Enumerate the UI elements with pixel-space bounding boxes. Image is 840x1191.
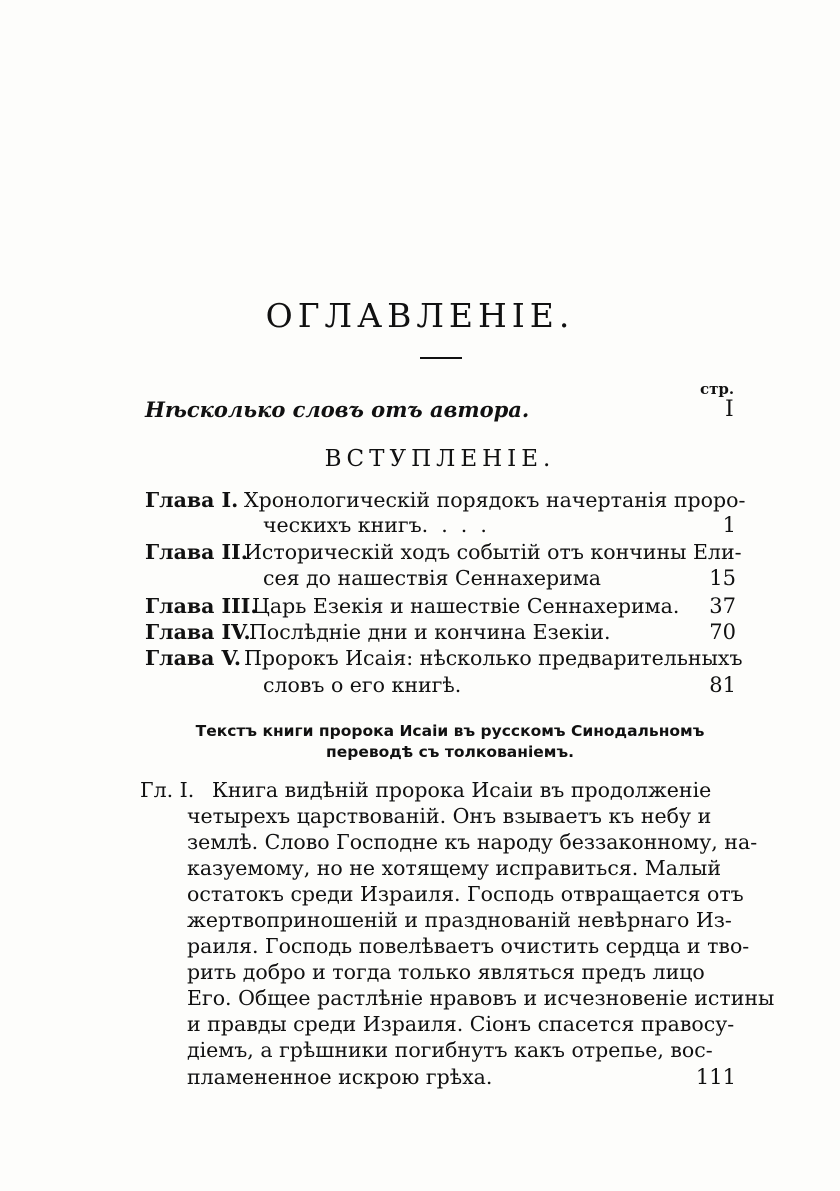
text-chapter-page: 111 <box>695 1065 736 1089</box>
intro-entry-page: I <box>725 397 734 422</box>
chapter-label: Глава III. <box>145 594 258 618</box>
section-title: ВСТУПЛЕНІЕ. <box>324 446 556 472</box>
chapter-label: Глава II. <box>145 540 248 564</box>
text-chapter-line: казуемому, но не хотящему исправиться. Малый <box>187 856 721 880</box>
text-chapter-line: раиля. Господь повелѣваетъ очистить сердца и тво- <box>187 934 750 958</box>
text-chapter-line: пламененное искрою грѣха. <box>187 1065 493 1089</box>
text-chapter-line: жертвоприношеній и празднованій невѣрнаго Из- <box>187 908 732 932</box>
text-chapter-line: и правды среди Израиля. Сіонъ спасется правосу- <box>187 1012 735 1036</box>
chapter-page: 70 <box>709 620 736 644</box>
text-chapter-line: землѣ. Слово Господне къ народу беззаконному, на- <box>187 830 758 854</box>
chapter-line: Хронологическій порядокъ начертанія проро- <box>244 488 746 512</box>
chapter-line: Историческій ходъ событій отъ кончины Ели- <box>244 540 742 564</box>
chapter-line: сея до нашествія Сеннахерима <box>263 566 601 590</box>
text-section-heading: переводѣ съ толкованіемъ. <box>326 743 574 761</box>
title-rule <box>420 357 462 359</box>
text-section-heading: Текстъ книги пророка Исаіи въ русскомъ Синодальномъ <box>195 722 705 740</box>
text-chapter-label: Гл. I. <box>140 778 195 802</box>
text-chapter-line: рить добро и тогда только являться предъ лицо <box>187 960 705 984</box>
chapter-page: 1 <box>722 513 736 537</box>
text-chapter-line: четырехъ царствованій. Онъ взываетъ къ небу и <box>187 804 712 828</box>
chapter-label: Глава I. <box>145 488 239 512</box>
text-chapter-line: Книга видѣній пророка Исаіи въ продолженіе <box>212 778 712 802</box>
text-chapter-line: діемъ, а грѣшники погибнутъ какъ отрепье, вос- <box>187 1038 713 1062</box>
chapter-label: Глава IV. <box>145 620 251 644</box>
chapter-page: 81 <box>709 673 736 697</box>
page-column-label: стр. <box>700 380 735 398</box>
chapter-line: словъ о его книгѣ. <box>263 673 462 697</box>
chapter-line: Царь Езекія и нашествіе Сеннахерима. <box>252 594 680 618</box>
chapter-line: ческихъ книгъ. . . . <box>263 513 487 537</box>
page-title: ОГЛАВЛЕНІЕ. <box>265 296 575 335</box>
chapter-label: Глава V. <box>145 646 242 670</box>
chapter-page: 15 <box>709 566 736 590</box>
text-chapter-line: остатокъ среди Израиля. Господь отвращается отъ <box>187 882 744 906</box>
text-chapter-line: Его. Общее растлѣніе нравовъ и исчезновеніе истины <box>187 986 775 1010</box>
chapter-line: Послѣдніе дни и кончина Езекіи. <box>249 620 611 644</box>
chapter-page: 37 <box>709 594 736 618</box>
intro-entry-title: Нѣсколько словъ отъ автора. <box>145 397 530 422</box>
chapter-line: Пророкъ Исаія: нѣсколько предварительныхъ <box>244 646 743 670</box>
